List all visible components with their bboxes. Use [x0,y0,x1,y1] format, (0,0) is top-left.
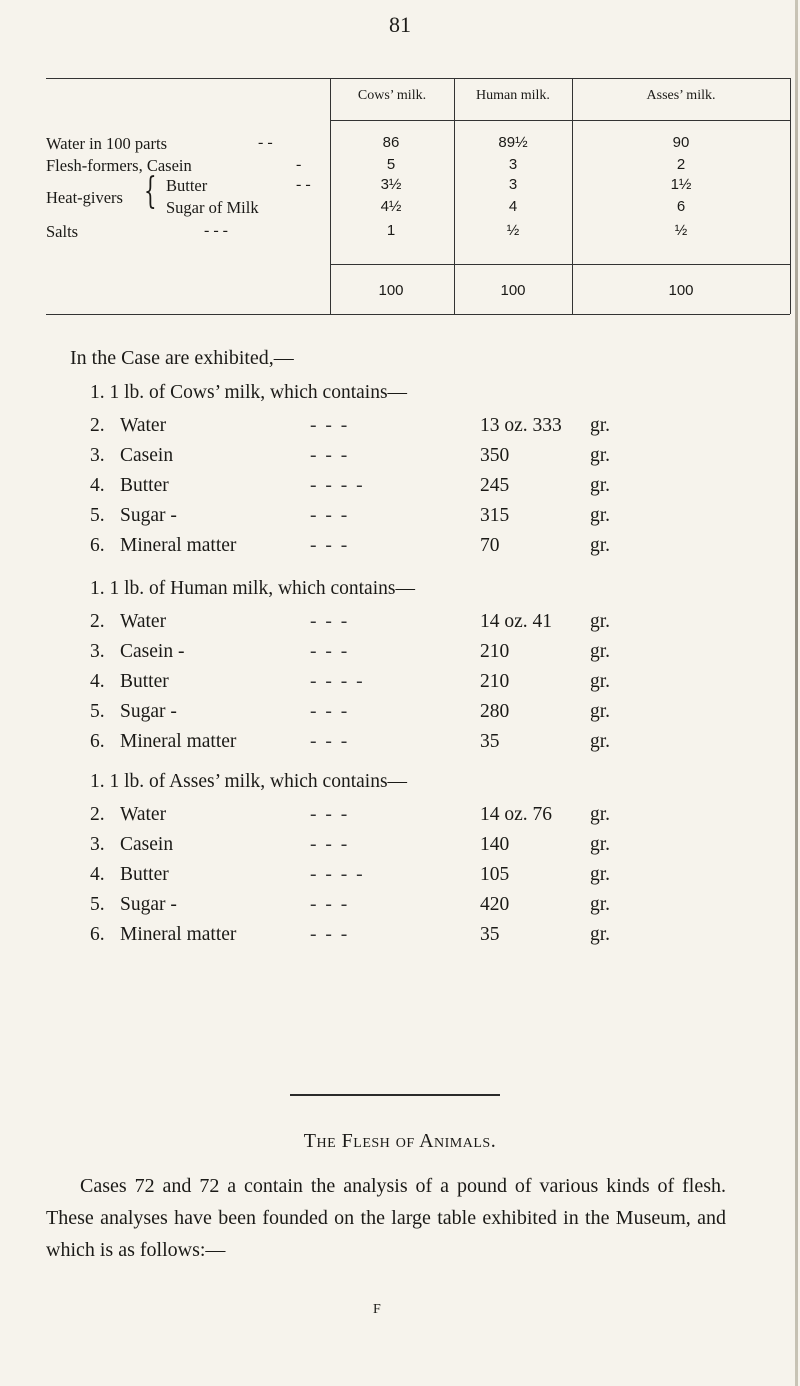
item-label: Butter [120,864,169,885]
list-item [90,415,730,445]
item-amount: 280 [480,701,510,722]
list-item [90,445,730,475]
table-total: 100 [668,282,694,299]
table-cell: 86 [382,134,400,151]
item-unit: gr. [590,445,611,466]
item-unit: gr. [590,924,611,945]
item-dashes: - - - [310,505,350,526]
table-cell: 4 [508,198,518,215]
column-header-asses: Asses’ milk. [646,88,716,103]
table-cell: ½ [674,222,688,239]
list-item [90,475,730,505]
item-amount: 140 [480,834,510,855]
item-dashes: - - - [310,924,350,945]
item-amount: 13 oz. 333 [480,415,562,436]
item-unit: gr. [590,475,611,496]
list-item [90,834,730,864]
table-cell: 5 [386,156,396,173]
list-item [90,535,730,565]
table-total: 100 [378,282,404,299]
asses-milk-list [90,771,730,954]
list-item [90,731,730,761]
table-cell: 4½ [380,198,402,215]
signature-mark: F [373,1302,381,1317]
item-dashes: - - - [310,834,350,855]
row-label-flesh-formers: Flesh-formers, Casein [46,156,192,175]
item-number: 2. [90,611,105,632]
row-dash: - - - [204,222,228,239]
item-unit: gr. [590,535,611,556]
human-milk-list [90,578,730,761]
list-item [90,804,730,834]
page-edge [795,0,798,1386]
item-label: Sugar - [120,701,177,722]
row-dash: - [296,156,302,173]
item-amount: 35 [480,924,500,945]
table-divider [330,78,331,314]
table-rule [46,314,790,315]
item-number: 3. [90,641,105,662]
intro-line: In the Case are exhibited,— [70,347,294,369]
item-amount: 245 [480,475,510,496]
item-amount: 350 [480,445,510,466]
row-dash: - - [258,134,273,151]
list-item [90,864,730,894]
table-cell: 3 [508,156,518,173]
body-paragraph: Cases 72 and 72 a contain the analysis of a pound of various kinds of flesh. These analyses have been founded on the large table exhibited in the Museum, and which is as follows:— [46,1175,726,1261]
list-item [90,671,730,701]
table-cell: 6 [676,198,686,215]
item-amount: 35 [480,731,500,752]
item-number: 3. [90,834,105,855]
item-label: Casein - [120,641,185,662]
item-unit: gr. [590,505,611,526]
list-item [90,505,730,535]
table-cell: 3 [508,176,518,193]
item-label: Sugar - [120,894,177,915]
item-dashes: - - - - [310,475,365,496]
item-number: 4. [90,864,105,885]
item-label: Mineral matter [120,924,237,945]
item-dashes: - - - [310,641,350,662]
item-unit: gr. [590,834,611,855]
list-title: 1. 1 lb. of Asses’ milk, which contains— [90,771,408,792]
table-divider [572,78,573,314]
brace-icon: { [144,171,157,212]
table-divider [454,78,455,314]
item-unit: gr. [590,671,611,692]
item-unit: gr. [590,415,611,436]
table-cell: 2 [676,156,686,173]
table-cell: ½ [506,222,520,239]
item-unit: gr. [590,611,611,632]
item-number: 2. [90,804,105,825]
row-label-sugar: Sugar of Milk [166,198,259,217]
section-divider [290,1094,500,1096]
table-divider [790,78,791,314]
item-amount: 315 [480,505,510,526]
table-cell: 1½ [670,176,692,193]
item-unit: gr. [590,641,611,662]
page-number: 81 [389,12,411,37]
item-unit: gr. [590,894,611,915]
item-amount: 14 oz. 76 [480,804,553,825]
item-amount: 210 [480,671,510,692]
item-unit: gr. [590,701,611,722]
list-item [90,924,730,954]
table-total: 100 [500,282,526,299]
item-dashes: - - - [310,535,350,556]
row-label-water: Water in 100 parts [46,134,168,153]
column-header-human: Human milk. [476,88,550,103]
item-unit: gr. [590,731,611,752]
table-cell: 3½ [380,176,402,193]
item-number: 6. [90,924,105,945]
list-item [90,894,730,924]
item-unit: gr. [590,804,611,825]
item-label: Butter [120,671,169,692]
item-label: Butter [120,475,169,496]
item-amount: 420 [480,894,510,915]
list-title: 1. 1 lb. of Human milk, which contains— [90,578,415,599]
section-title: The Flesh of Animals. [303,1130,497,1152]
item-amount: 14 oz. 41 [480,611,553,632]
item-dashes: - - - [310,415,350,436]
item-dashes: - - - [310,701,350,722]
list-item [90,641,730,671]
item-dashes: - - - [310,611,350,632]
list-item [90,701,730,731]
item-number: 4. [90,475,105,496]
table-cell: 1 [386,222,396,239]
table-rule [46,78,790,79]
item-number: 5. [90,701,105,722]
column-header-cows: Cows’ milk. [357,88,427,103]
item-dashes: - - - [310,804,350,825]
item-number: 4. [90,671,105,692]
item-label: Mineral matter [120,535,237,556]
item-dashes: - - - - [310,671,365,692]
item-dashes: - - - - [310,864,365,885]
group-label-heat-givers: Heat-givers [46,188,123,207]
item-label: Water [120,611,167,632]
row-label-salts: Salts [46,222,79,241]
item-label: Casein [120,445,174,466]
item-number: 2. [90,415,105,436]
item-amount: 105 [480,864,510,885]
item-unit: gr. [590,864,611,885]
item-amount: 210 [480,641,510,662]
item-number: 3. [90,445,105,466]
item-number: 6. [90,731,105,752]
item-label: Sugar - [120,505,177,526]
item-label: Mineral matter [120,731,237,752]
table-cell: 89½ [498,134,528,151]
item-dashes: - - - [310,731,350,752]
item-dashes: - - - [310,894,350,915]
item-dashes: - - - [310,445,350,466]
row-label-butter: Butter [166,176,208,195]
item-number: 5. [90,894,105,915]
item-number: 6. [90,535,105,556]
item-amount: 70 [480,535,500,556]
item-number: 5. [90,505,105,526]
item-label: Water [120,415,167,436]
cows-milk-list [90,382,730,565]
list-item [90,611,730,641]
table-cell: 90 [672,134,690,151]
milk-composition-table [46,78,790,318]
item-label: Casein [120,834,174,855]
row-dash: - - [296,176,311,193]
list-title: 1. 1 lb. of Cows’ milk, which contains— [90,382,408,403]
item-label: Water [120,804,167,825]
table-rule [330,264,790,265]
table-rule [330,120,790,121]
